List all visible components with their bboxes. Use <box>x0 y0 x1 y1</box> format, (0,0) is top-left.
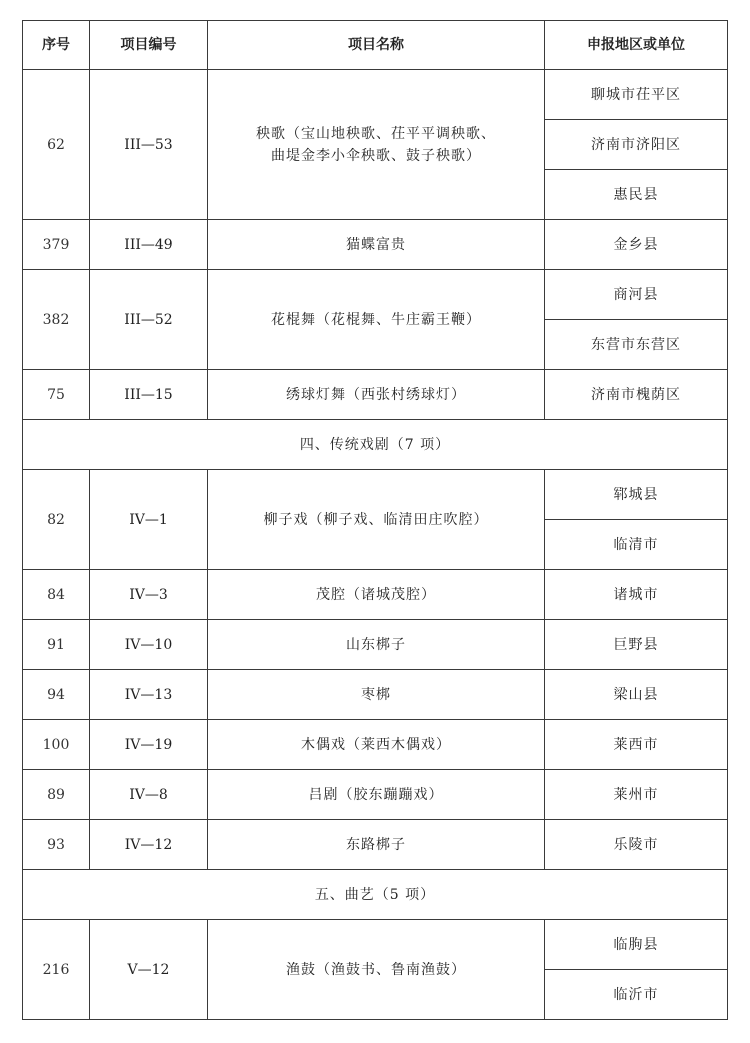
region-cell: 金乡县 <box>545 220 728 270</box>
section-title: 四、传统戏剧（7 项） <box>23 420 728 470</box>
table-row <box>23 820 728 870</box>
code-cell: III—15 <box>90 370 208 420</box>
code-cell: IV—13 <box>90 670 208 720</box>
region-cell: 临沂市 <box>545 970 728 1020</box>
section-row <box>23 870 728 920</box>
code-cell: V—12 <box>90 920 208 1020</box>
region-cell: 济南市济阳区 <box>545 120 728 170</box>
code-cell: III—53 <box>90 70 208 220</box>
table-row <box>23 620 728 670</box>
name-cell: 渔鼓（渔鼓书、鲁南渔鼓） <box>208 920 545 1020</box>
code-cell: IV—19 <box>90 720 208 770</box>
section-row <box>23 420 728 470</box>
code-cell: IV—12 <box>90 820 208 870</box>
seq-cell: 94 <box>23 670 90 720</box>
seq-cell: 382 <box>23 270 90 370</box>
name-cell: 木偶戏（莱西木偶戏） <box>208 720 545 770</box>
name-cell: 山东梆子 <box>208 620 545 670</box>
seq-cell: 216 <box>23 920 90 1020</box>
name-cell <box>208 70 545 220</box>
section-title: 五、曲艺（5 项） <box>23 870 728 920</box>
header-region: 申报地区或单位 <box>545 21 728 70</box>
table-row <box>23 570 728 620</box>
name-cell: 绣球灯舞（西张村绣球灯） <box>208 370 545 420</box>
name-cell: 猫蝶富贵 <box>208 220 545 270</box>
heritage-table <box>22 20 728 1020</box>
seq-cell: 91 <box>23 620 90 670</box>
code-cell: IV—8 <box>90 770 208 820</box>
name-cell: 柳子戏（柳子戏、临清田庄吹腔） <box>208 470 545 570</box>
table-row <box>23 70 728 120</box>
name-cell: 花棍舞（花棍舞、牛庄霸王鞭） <box>208 270 545 370</box>
header-seq: 序号 <box>23 21 90 70</box>
seq-cell: 93 <box>23 820 90 870</box>
table-row <box>23 370 728 420</box>
region-cell: 郓城县 <box>545 470 728 520</box>
table-row <box>23 720 728 770</box>
code-cell: IV—10 <box>90 620 208 670</box>
region-cell: 临清市 <box>545 520 728 570</box>
header-name: 项目名称 <box>208 21 545 70</box>
code-cell: IV—3 <box>90 570 208 620</box>
seq-cell: 89 <box>23 770 90 820</box>
region-cell: 商河县 <box>545 270 728 320</box>
table-row <box>23 270 728 320</box>
region-cell: 诸城市 <box>545 570 728 620</box>
table-row <box>23 470 728 520</box>
region-cell: 东营市东营区 <box>545 320 728 370</box>
region-cell: 莱州市 <box>545 770 728 820</box>
name-cell: 东路梆子 <box>208 820 545 870</box>
name-line: 秧歌（宝山地秧歌、茌平平调秧歌、 <box>256 125 496 142</box>
name-cell: 茂腔（诸城茂腔） <box>208 570 545 620</box>
code-cell: IV—1 <box>90 470 208 570</box>
code-cell: III—52 <box>90 270 208 370</box>
region-cell: 聊城市茌平区 <box>545 70 728 120</box>
region-cell: 巨野县 <box>545 620 728 670</box>
header-code: 项目编号 <box>90 21 208 70</box>
code-cell: III—49 <box>90 220 208 270</box>
seq-cell: 379 <box>23 220 90 270</box>
table-row <box>23 670 728 720</box>
header-row <box>23 21 728 70</box>
seq-cell: 82 <box>23 470 90 570</box>
table-row <box>23 770 728 820</box>
region-cell: 乐陵市 <box>545 820 728 870</box>
region-cell: 莱西市 <box>545 720 728 770</box>
region-cell: 济南市槐荫区 <box>545 370 728 420</box>
seq-cell: 84 <box>23 570 90 620</box>
seq-cell: 62 <box>23 70 90 220</box>
table-row <box>23 220 728 270</box>
table-row <box>23 920 728 970</box>
region-cell: 临朐县 <box>545 920 728 970</box>
region-cell: 惠民县 <box>545 170 728 220</box>
seq-cell: 75 <box>23 370 90 420</box>
name-line: 曲堤金李小伞秧歌、鼓子秧歌） <box>271 147 481 164</box>
seq-cell: 100 <box>23 720 90 770</box>
name-cell: 枣梆 <box>208 670 545 720</box>
region-cell: 梁山县 <box>545 670 728 720</box>
name-cell: 吕剧（胶东蹦蹦戏） <box>208 770 545 820</box>
